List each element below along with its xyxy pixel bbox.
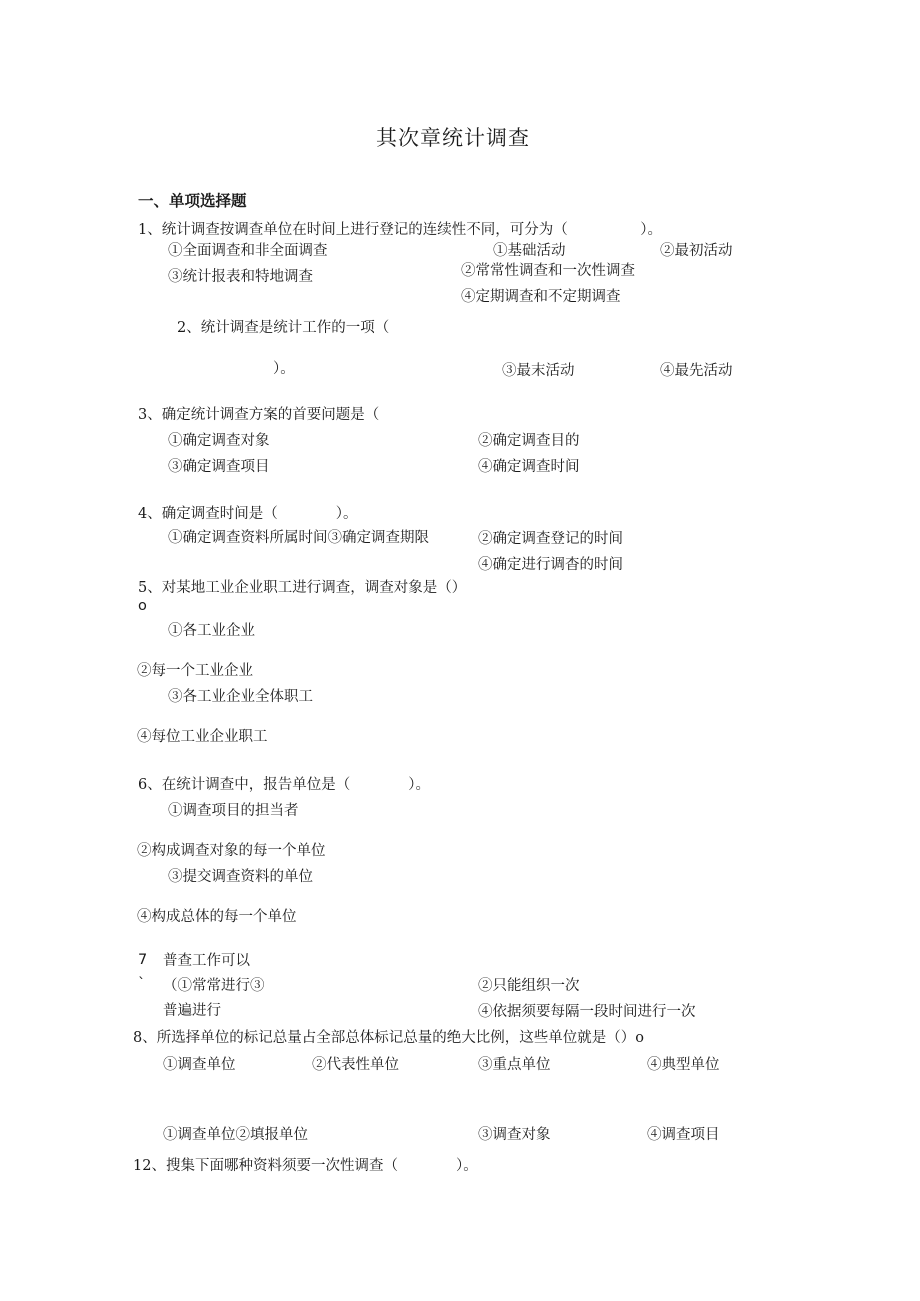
question-1-option-1: ①全面调查和非全面调查	[168, 243, 328, 259]
question-7-option-2: ②只能组织一次	[478, 978, 580, 994]
question-2-option-3: ③最末活动	[502, 363, 575, 379]
question-3-option-3: ③确定调查项目	[168, 459, 270, 475]
question-5-stem: 5、对某地工业企业职工进行调查，调查对象是（）	[138, 580, 467, 596]
question-4-option-2: ②确定调查登记的时间	[478, 531, 623, 547]
question-8-option-2: ②代表性单位	[312, 1057, 399, 1073]
question-6-option-2: ②构成调查对象的每一个单位	[137, 843, 326, 859]
extra-option-4: ④调查项目	[647, 1127, 720, 1143]
question-3-option-2: ②确定调查目的	[478, 433, 580, 449]
question-2-option-2: ②最初活动	[660, 243, 733, 259]
question-2-option-4: ④最先活动	[660, 363, 733, 379]
question-12-stem: 12、搜集下面哪种资料须要一次性调查（ ）。	[133, 1158, 478, 1174]
section-heading: 一、单项选择题	[138, 192, 247, 210]
question-2-option-1: ①基础活动	[493, 243, 566, 259]
question-5-option-4: ④每位工业企业职工	[137, 729, 268, 745]
question-6-option-3: ③提交调查资料的单位	[168, 869, 313, 885]
question-7-mark: `	[138, 976, 146, 992]
question-7-options-1-3: （①常常进行③	[163, 978, 265, 994]
question-7-stem: 普查工作可以	[163, 953, 250, 969]
question-3-option-1: ①确定调查对象	[168, 433, 270, 449]
question-7-number: 7	[138, 952, 148, 968]
question-1-option-4: ④定期调查和不定期调查	[461, 289, 621, 305]
question-7-option-3-cont: 普遍进行	[163, 1003, 221, 1019]
question-8-option-1: ①调查单位	[163, 1057, 236, 1073]
question-6-stem: 6、在统计调查中，报告单位是（ ）。	[138, 777, 430, 793]
question-3-option-4: ④确定调查时间	[478, 459, 580, 475]
question-5-option-3: ③各工业企业全体职工	[168, 689, 313, 705]
question-1-option-2: ②常常性调查和一次性调查	[461, 263, 635, 279]
question-1-option-3: ③统计报表和特地调查	[168, 269, 313, 285]
question-2-stem: 2、统计调查是统计工作的一项（	[177, 320, 390, 336]
question-3-stem: 3、确定统计调查方案的首要问题是（	[138, 407, 380, 423]
question-5-option-2: ②每一个工业企业	[137, 663, 253, 679]
extra-options-1-2: ①调查单位②填报单位	[163, 1127, 308, 1143]
question-5-tail: o	[138, 598, 147, 614]
question-5-option-1: ①各工业企业	[168, 623, 255, 639]
question-7-option-4: ④依据须要每隔一段时间进行一次	[478, 1004, 696, 1020]
question-8-option-4: ④典型单位	[647, 1057, 720, 1073]
question-4-options-1-3: ①确定调查资料所属时间③确定调查期限	[168, 530, 429, 546]
question-6-option-4: ④构成总体的每一个单位	[137, 909, 297, 925]
question-1-stem: 1、统计调查按调查单位在时间上进行登记的连续性不同，可分为（ ）。	[138, 222, 662, 238]
question-4-option-4: ④确定进行调杳的时间	[478, 557, 623, 573]
question-8-option-3: ③重点单位	[478, 1057, 551, 1073]
page-title: 其次章统计调查	[376, 126, 530, 150]
question-4-stem: 4、确定调查时间是（ ）。	[138, 506, 358, 522]
question-6-option-1: ①调查项目的担当者	[168, 803, 299, 819]
question-2-close: ）。	[273, 361, 295, 377]
extra-option-3: ③调查对象	[478, 1127, 551, 1143]
question-8-stem: 8、所选择单位的标记总量占全部总体标记总量的绝大比例，这些单位就是（）o	[133, 1030, 644, 1046]
